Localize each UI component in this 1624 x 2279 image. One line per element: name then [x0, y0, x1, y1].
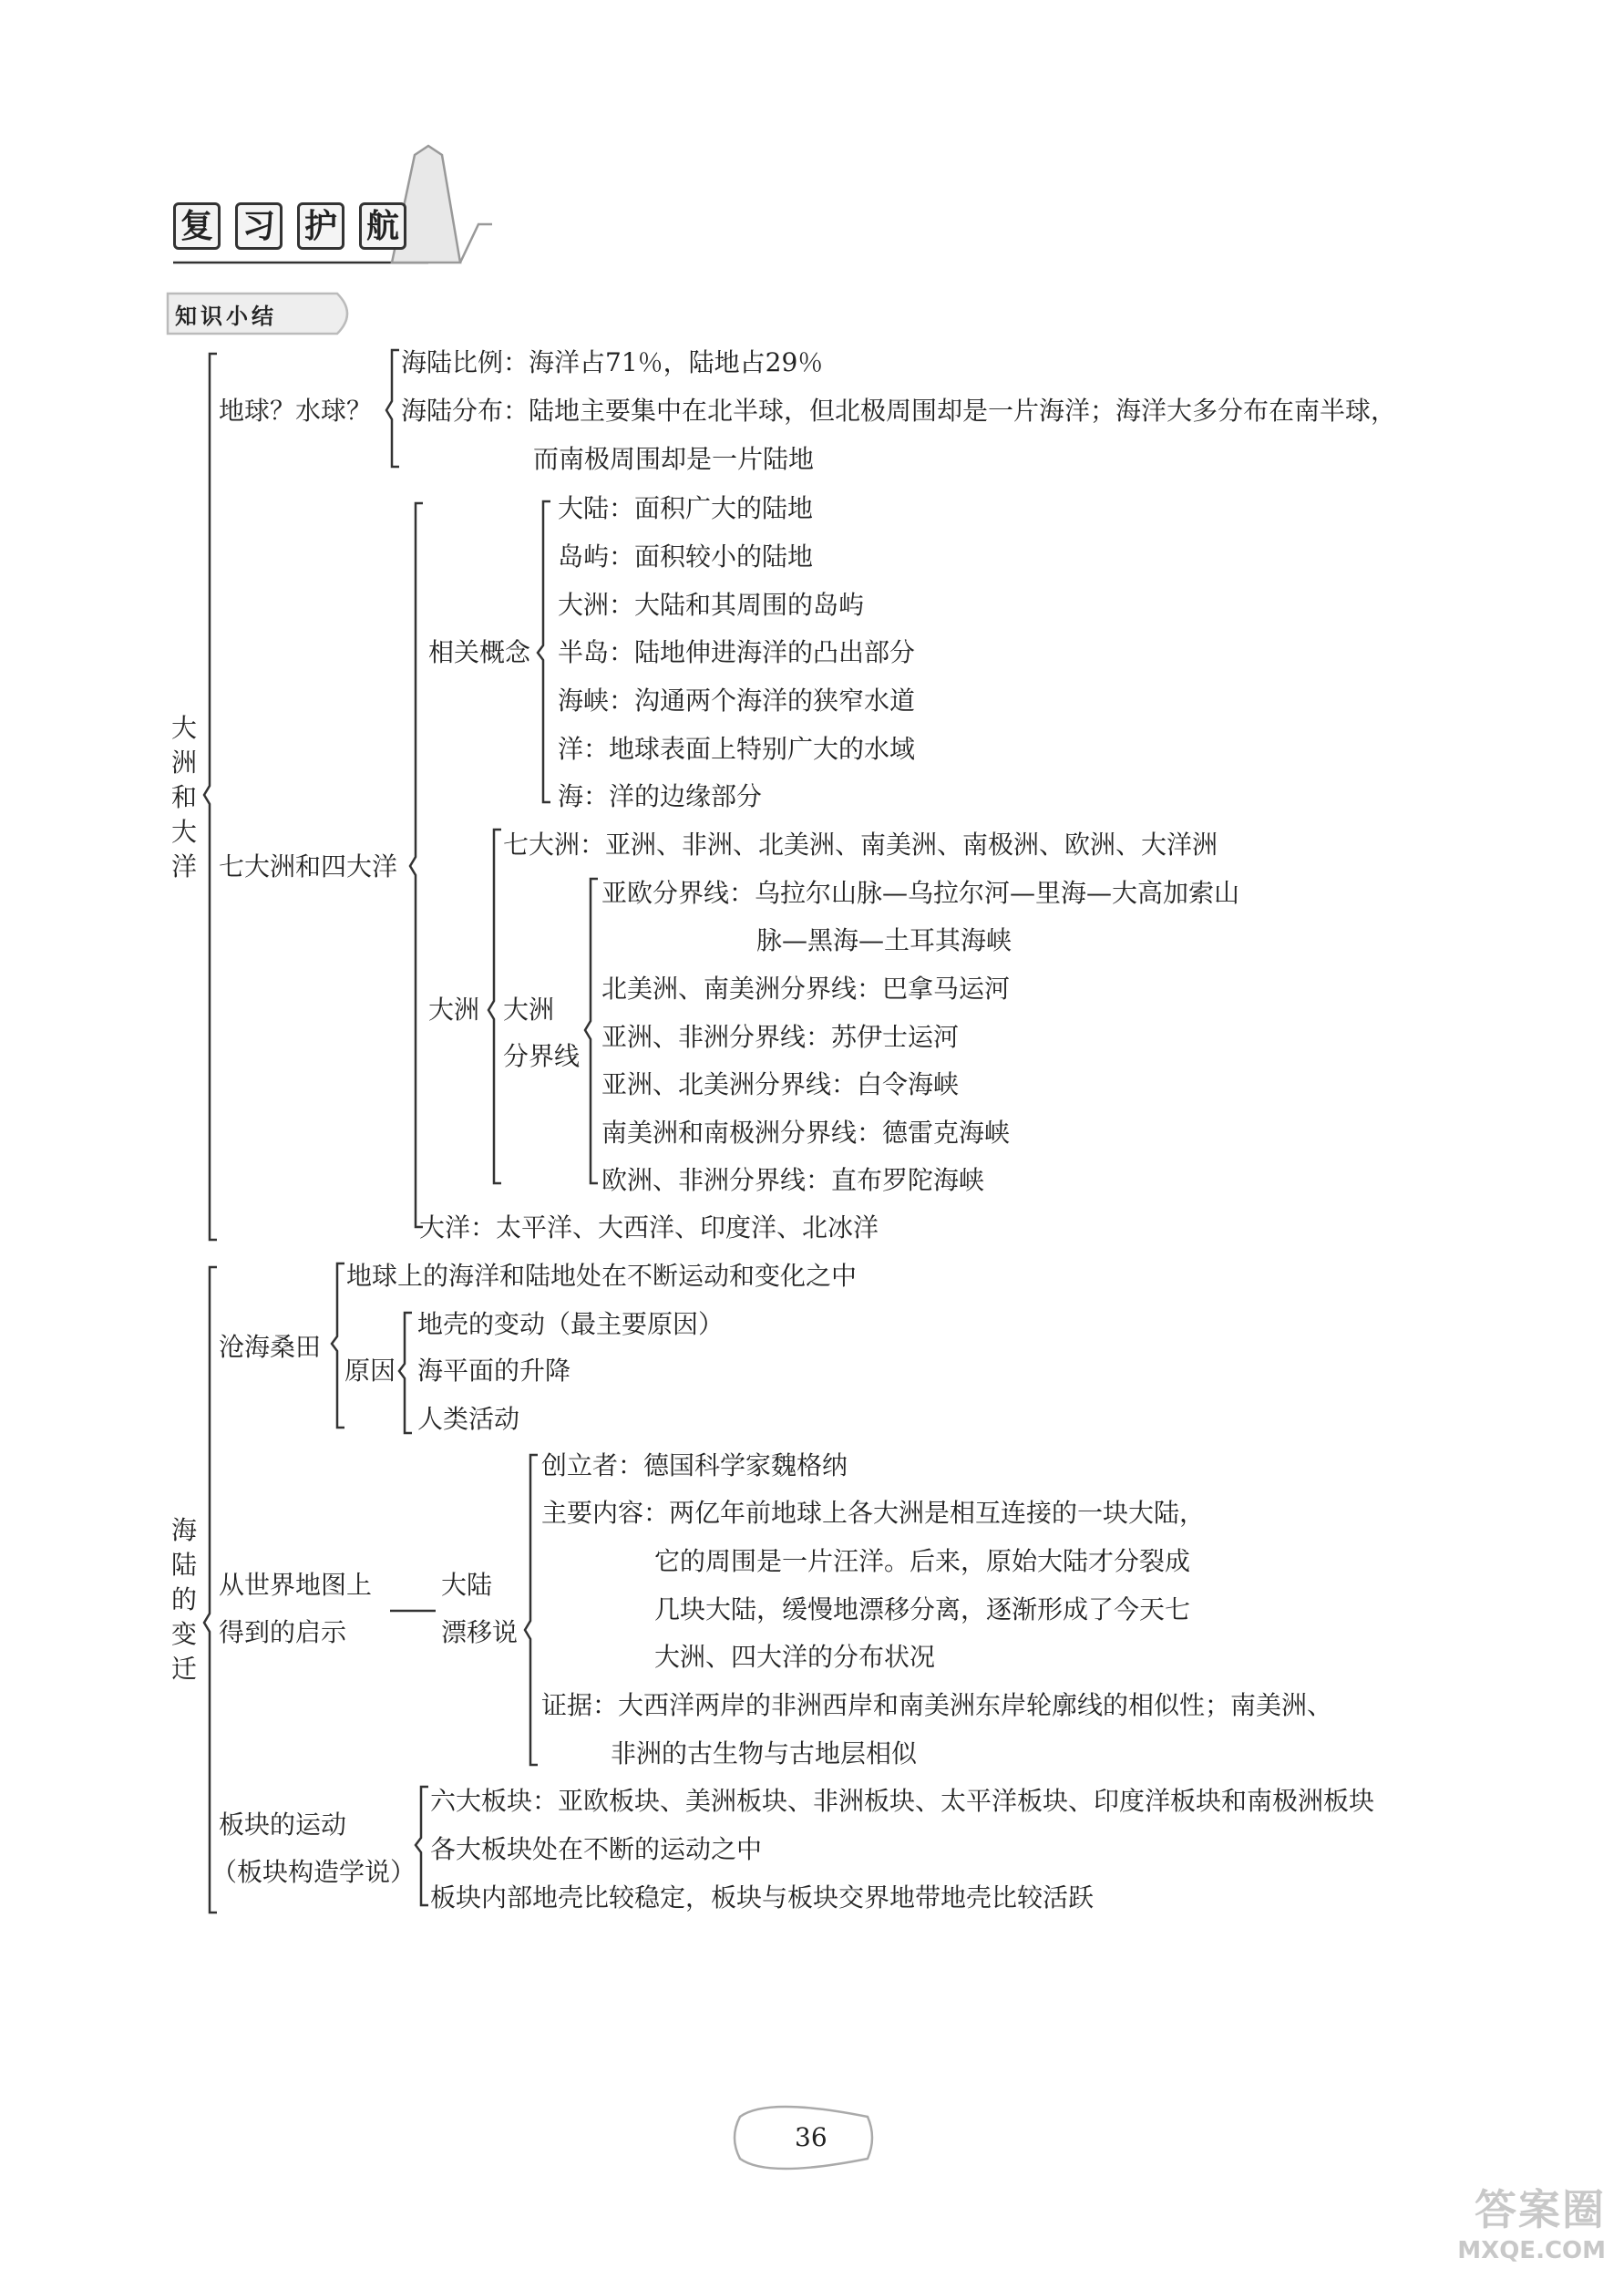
- seven-label: 七大洲和四大洋: [219, 851, 398, 882]
- plates-label-cont: （板块构造学说）: [211, 1857, 416, 1887]
- concept-item: 岛屿：面积较小的陆地: [558, 541, 814, 572]
- seven-continents-text: 七大洲：亚洲、非洲、北美洲、南美洲、南极洲、欧洲、大洋洲: [503, 830, 1218, 860]
- content-text: 主要内容：两亿年前地球上各大洲是相互连接的一块大陆，: [541, 1498, 1206, 1528]
- drift-label: 大陆: [441, 1570, 493, 1600]
- watermark: [1457, 2177, 1606, 2264]
- section-title-sea-land-change: 海 陆 的 变 迁: [170, 1515, 197, 1684]
- distribution-text-cont: 而南极周围却是一片陆地: [533, 444, 815, 474]
- concept-item: 半岛：陆地伸进海洋的凸出部分: [558, 637, 916, 667]
- map-label: 从世界地图上: [219, 1570, 373, 1600]
- plates-item: 各大板块处在不断的运动之中: [430, 1834, 763, 1864]
- evidence-text: 证据：大西洋两岸的非洲西岸和南美洲东岸轮廓线的相似性；南美洲、: [541, 1690, 1333, 1720]
- reasons-label: 原因: [344, 1356, 396, 1386]
- concept-item: 洋：地球表面上特别广大的水域: [558, 734, 916, 764]
- reason-item: 地壳的变动（最主要原因）: [417, 1309, 725, 1339]
- title-char: 习: [235, 202, 283, 250]
- drift-label-cont: 漂移说: [441, 1617, 519, 1647]
- boundary-item: 北美洲、南美洲分界线：巴拿马运河: [601, 974, 1011, 1004]
- section-title-continents-oceans: 大 洲 和 大 洋: [170, 713, 197, 882]
- evidence-text-cont: 非洲的古生物与古地层相似: [611, 1738, 918, 1769]
- title-char: 护: [297, 202, 344, 250]
- reason-item: 人类活动: [417, 1404, 520, 1434]
- boundary-label: 大洲: [503, 995, 555, 1025]
- content-text-cont: 几块大陆，缓慢地漂移分离，逐渐形成了今天七: [654, 1594, 1191, 1624]
- watermark-logo: 答案圈: [1475, 2185, 1606, 2234]
- watermark-site: MXQE.COM: [1457, 2237, 1606, 2264]
- content-text-cont: 它的周围是一片汪洋。后来，原始大陆才分裂成: [654, 1546, 1191, 1576]
- concept-item: 海：洋的边缘部分: [558, 781, 763, 811]
- canghai-label: 沧海桑田: [219, 1332, 322, 1362]
- concept-item: 海峡：沟通两个海洋的狭窄水道: [558, 686, 916, 716]
- concept-item: 大洲：大陆和其周围的岛屿: [558, 590, 865, 620]
- boundary-item: 亚欧分界线：乌拉尔山脉—乌拉尔河—里海—大高加索山: [601, 878, 1240, 908]
- canghai-fact: 地球上的海洋和陆地处在不断运动和变化之中: [346, 1261, 858, 1291]
- map-label-cont: 得到的启示: [219, 1617, 347, 1647]
- boundary-item: 南美洲和南极洲分界线：德雷克海峡: [601, 1118, 1011, 1148]
- ratio-text: 海陆比例：海洋占71％，陆地占29％: [401, 347, 824, 377]
- boundary-item: 亚洲、北美洲分界线：白令海峡: [601, 1069, 960, 1099]
- distribution-text: 海陆分布：陆地主要集中在北半球，但北极周围却是一片海洋；海洋大多分布在南半球，: [401, 396, 1397, 426]
- earth-label: 地球？水球？: [219, 396, 373, 426]
- boundary-item-cont: 脉—黑海—土耳其海峡: [756, 925, 1012, 955]
- concepts-label: 相关概念: [428, 637, 531, 667]
- oceans-text: 大洋：太平洋、大西洋、印度洋、北冰洋: [419, 1212, 879, 1243]
- plates-label: 板块的运动: [219, 1810, 347, 1840]
- subtitle: 知识小结: [175, 303, 277, 329]
- plates-item: 板块内部地壳比较稳定，板块与板块交界地带地壳比较活跃: [430, 1882, 1095, 1913]
- title-char: 航: [359, 202, 406, 250]
- plates-item: 六大板块：亚欧板块、美洲板块、非洲板块、太平洋板块、印度洋板块和南极洲板块: [430, 1786, 1375, 1816]
- boundary-item: 欧洲、非洲分界线：直布罗陀海峡: [601, 1165, 985, 1195]
- page-number: 36: [795, 2122, 827, 2152]
- content-text-cont: 大洲、四大洋的分布状况: [654, 1642, 936, 1672]
- boundary-item: 亚洲、非洲分界线：苏伊士运河: [601, 1022, 960, 1052]
- founder-text: 创立者：德国科学家魏格纳: [541, 1450, 848, 1480]
- concept-item: 大陆：面积广大的陆地: [558, 493, 814, 523]
- boundary-label: 分界线: [503, 1041, 581, 1071]
- title-char: 复: [173, 202, 221, 250]
- reason-item: 海平面的升降: [417, 1356, 571, 1386]
- continent-label: 大洲: [428, 995, 480, 1025]
